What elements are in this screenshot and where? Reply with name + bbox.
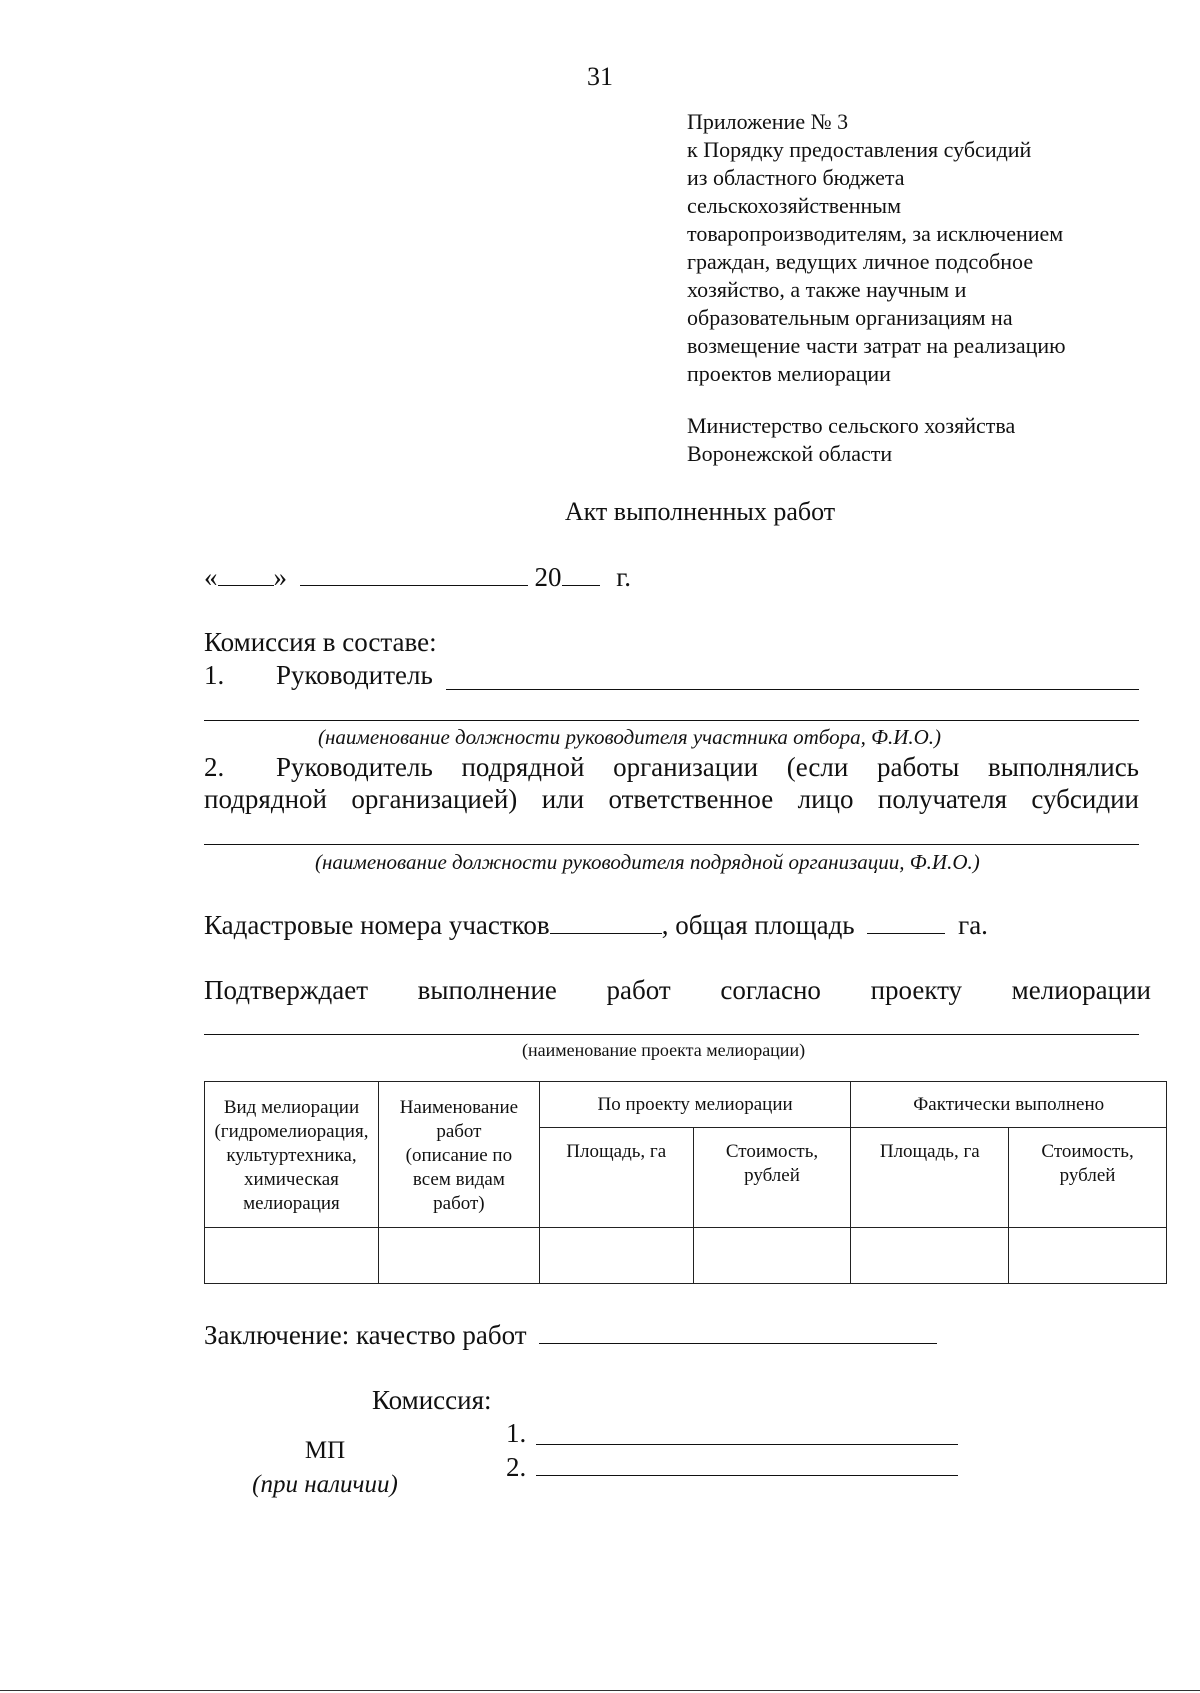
cadastral-label: Кадастровые номера участков [204,910,550,940]
works-table [204,1081,1167,1284]
header-type-line: Вид мелиорации [223,1097,360,1118]
appendix-line: граждан, ведущих личное подсобное [687,249,1034,274]
header-type-line: химическая [244,1169,339,1190]
header-actual-cost [1009,1128,1167,1228]
table-cell[interactable] [1009,1228,1167,1284]
document-title: Акт выполненных работ [564,497,836,526]
item1-caption: (наименование должности руководителя участника отбора, Ф.И.О.) [318,725,942,749]
appendix-line: к Порядку предоставления субсидий [687,137,1032,162]
conclusion-label: Заключение: качество работ [204,1320,527,1350]
recipient-line: Воронежской области [687,441,893,466]
table-cell[interactable] [205,1228,379,1284]
appendix-line: возмещение части затрат на реализацию [687,333,1066,358]
item2-line2: подрядной организацией) или ответственное лицо получателя субсидии [204,784,1139,814]
appendix-line: образовательным организациям на [687,305,1013,330]
header-cost-line: Стоимость, [1041,1141,1134,1162]
area-blank[interactable] [867,913,945,934]
header-type-line: мелиорация [243,1193,340,1214]
header-name [378,1082,539,1228]
project-fill-line[interactable] [204,1034,1139,1035]
table-cell[interactable] [378,1228,539,1284]
signature-2-line[interactable] [536,1475,958,1476]
header-actual-area: Площадь, га [851,1128,1009,1228]
item2-fill-line[interactable] [204,844,1139,845]
item2-line1: Руководитель подрядной организации (если работы выполнялись [276,752,1139,782]
appendix-line: из областного бюджета [687,165,905,190]
table-cell[interactable] [693,1228,851,1284]
header-cost-line: рублей [1059,1165,1116,1186]
appendix-line: Приложение № 3 [687,109,849,134]
header-name-line: всем видам [412,1169,505,1190]
day-blank[interactable] [218,565,274,586]
item1-fill-line[interactable] [446,689,1139,690]
recipient-line: Министерство сельского хозяйства [687,413,1016,438]
commission-heading: Комиссия в составе: [204,627,437,657]
header-cost-line: Стоимость, [725,1141,819,1162]
signatures-heading: Комиссия: [372,1385,492,1415]
header-project-area: Площадь, га [539,1128,693,1228]
cadastral-line [204,910,988,941]
appendix-line: товаропроизводителям, за исключением [687,221,1064,246]
confirms-text: Подтверждает выполнение работ согласно проекту мелиорации [204,975,1151,1005]
year-suffix: г. [616,562,632,592]
item1-second-line[interactable] [204,720,1139,721]
header-type-line: культуртехника, [226,1145,357,1166]
header-name-line: Наименование [399,1097,519,1118]
header-cost-line: рублей [744,1165,800,1186]
page-number: 31 [587,62,613,91]
header-name-line: работ) [433,1193,485,1214]
year-prefix: 20 [534,562,562,592]
appendix-line: проектов мелиорации [687,361,891,386]
header-type-line: (гидромелиорация, [214,1121,369,1142]
project-caption: (наименование проекта мелиорации) [522,1040,806,1060]
header-name-line: (описание по [405,1145,513,1166]
header-type [205,1082,379,1228]
page-bottom-edge [0,1690,1200,1691]
header-by-project: По проекту мелиорации [539,1082,851,1128]
conclusion-blank[interactable] [539,1323,937,1344]
item2-number: 2. [204,752,225,782]
date-line [204,562,631,593]
open-quote: « [204,562,218,592]
area-unit: га. [958,910,988,940]
signature-1-number: 1. [506,1418,527,1448]
table-cell[interactable] [539,1228,693,1284]
stamp-mark: МП [304,1437,346,1464]
recipient [687,412,1157,468]
header-actual: Фактически выполнено [851,1082,1167,1128]
signature-1-line[interactable] [536,1444,958,1445]
item1-number: 1. [204,660,225,690]
area-label: , общая площадь [661,910,855,940]
header-name-line: работ [436,1121,482,1142]
appendix-line: хозяйство, а также научным и [687,277,967,302]
month-blank[interactable] [300,565,528,586]
close-quote: » [273,562,287,592]
stamp-note: (при наличии) [252,1471,398,1498]
conclusion-line [204,1320,937,1351]
appendix-header [687,108,1157,388]
header-project-cost [693,1128,851,1228]
item1-label: Руководитель [276,660,433,690]
year-blank[interactable] [562,565,600,586]
appendix-line: сельскохозяйственным [687,193,901,218]
table-cell[interactable] [851,1228,1009,1284]
cadastral-blank[interactable] [550,913,662,934]
item2-caption: (наименование должности руководителя подрядной организации, Ф.И.О.) [315,850,980,874]
signature-2-number: 2. [506,1452,527,1482]
